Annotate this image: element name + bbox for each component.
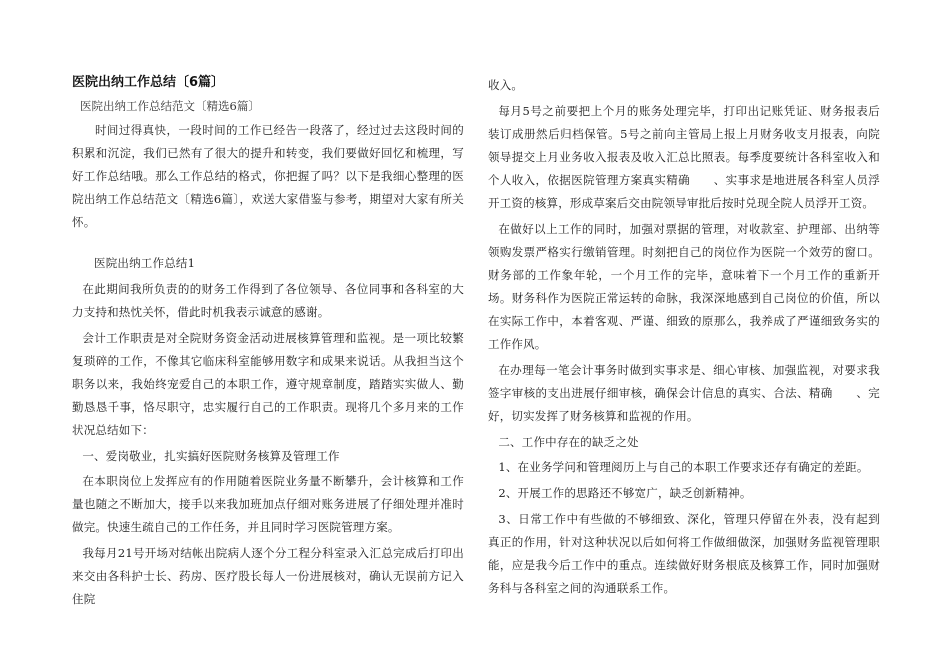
intro-paragraph: 时间过得真快，一段时间的工作已经告一段落了，经过过去这段时间的积累和沉淀，我们已然有了很大的提升和转变，我们要做好回忆和梳理，写好工作总结哦。那么工作总结的格式，你把握了吗？以下是我细心整理的医院出纳工作总结范文〔精选6篇〕，欢送大家借鉴与参考，期望对大家有所关怀。 <box>72 123 464 229</box>
list-item: 2、开展工作的思路还不够宽广，缺乏创新精神。 <box>498 486 752 500</box>
left-column <box>72 74 464 614</box>
body-paragraph: 在做好以上工作的同时，加强对票据的管理，对收款室、护理部、出纳等领购发票严格实行缴销管理。时刻把自己的岗位作为医院一个效劳的窗口。财务部的工作象年轮，一个月工作的完毕，意味着下一个月工作的重新开场。财务科作为医院正常运转的命脉，我深深地感到自己岗位的价值，所以在实际工作中，本着客观、严谨、细致的原那么，我养成了严谨细致务实的工作作风。 <box>488 222 880 351</box>
body-paragraph: 每月5号之前要把上个月的账务处理完毕，打印出记账凭证、财务报表后装订成册然后归档保管。5号之前向主管局上报上月财务收支月报表，向院领导提交上月业务收入报表及收入汇总比照表。每季度要统计各科室收入和个人收入，依据医院管理方案真实精确 、实事求是地进展各科室人员浮开工资的核算，形成草案后交由院领导审批后按时兑现全院人员浮开工资。 <box>488 104 880 210</box>
right-column <box>488 74 880 603</box>
document-subtitle: 医院出纳工作总结范文〔精选6篇〕 <box>80 99 260 113</box>
list-item: 3、日常工作中有些做的不够细致、深化，管理只停留在外表，没有起到真正的作用，针对这种状况以后如何将工作做细做深，加强财务监视管理职能，应是我今后工作中的重点。连续做好财务根底及核算工作，同时加强财务科与各科室之间的沟通联系工作。 <box>488 512 880 595</box>
body-paragraph: 在此期间我所负责的的财务工作得到了各位领导、各位同事和各科室的大力支持和热忱关怀，借此时机我表示诚意的感谢。 <box>72 282 464 319</box>
document-title: 医院出纳工作总结〔6篇〕 <box>72 75 225 90</box>
subsection-heading: 一、爱岗敬业，扎实搞好医院财务核算及管理工作 <box>82 449 340 463</box>
body-paragraph: 在本职岗位上发挥应有的作用随着医院业务量不断攀升，会计核算和工作量也随之不断加大，接手以来我加班加点仔细对账务进展了仔细处理并准时做完。快速生疏自己的工作任务，并且同时学习医院管理方案。 <box>72 474 464 534</box>
body-paragraph: 在办理每一笔会计事务时做到实事求是、细心审核、加强监视，对要求我签字审核的支出进展仔细审核，确保会计信息的真实、合法、精确 、完好，切实发挥了财务核算和监视的作用。 <box>488 363 880 423</box>
body-paragraph: 会计工作职责是对全院财务资金活动进展核算管理和监视。是一项比较繁复琐碎的工作，不像其它临床科室能够用数字和成果来说话。从我担当这个职务以来，我始终宠爱自己的本职工作，遵守规章制度，踏踏实实做人、勤勤恳恳千事，恪尽职守，忠实履行自己的工作职责。现将几个多月来的工作状况总结如下： <box>72 331 464 437</box>
list-item: 1、在业务学问和管理阅历上与自己的本职工作要求还存有确定的差距。 <box>498 460 869 474</box>
body-paragraph: 我每月21号开场对结帐出院病人逐个分工程分科室录入汇总完成后打印出来交由各科护士长、药房、医疗股长每人一份进展核对，确认无误前方记入住院 <box>72 546 464 606</box>
continued-text: 收入。 <box>488 78 524 92</box>
section-title: 医院出纳工作总结1 <box>94 256 196 270</box>
subsection-heading: 二、工作中存在的缺乏之处 <box>498 435 639 449</box>
